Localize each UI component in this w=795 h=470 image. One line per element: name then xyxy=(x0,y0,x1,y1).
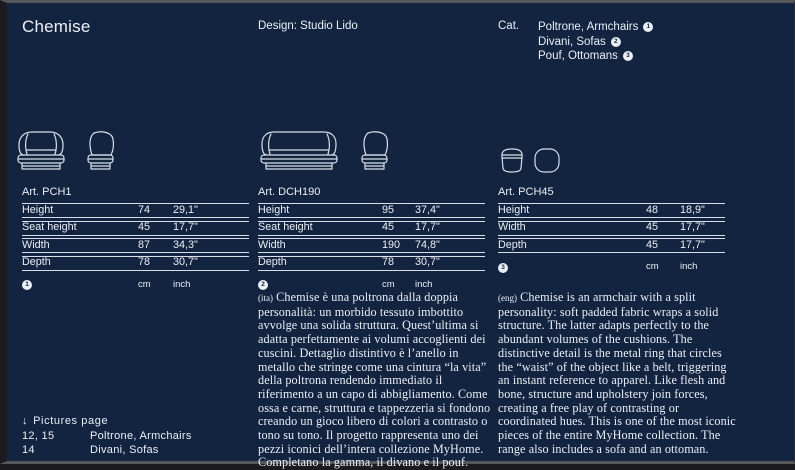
spec-footer xyxy=(258,273,485,290)
spec-row xyxy=(498,238,725,253)
unit-cm-label: cm xyxy=(138,279,173,290)
down-arrow-icon: ↓ xyxy=(22,414,28,429)
spec-inch-value: 17,7" xyxy=(415,222,485,234)
category-list xyxy=(538,20,653,64)
article-code: Art. DCH190 xyxy=(258,186,485,198)
description-italian xyxy=(258,291,498,470)
category-item xyxy=(538,35,653,50)
spec-label: Depth xyxy=(22,257,138,269)
category-badge-3: 3 xyxy=(623,51,633,61)
category-item-label: Poltrone, Armchairs xyxy=(538,20,638,35)
spec-cm-value: 45 xyxy=(646,222,680,234)
spec-cm-value: 190 xyxy=(382,240,415,252)
spec-footer xyxy=(22,273,249,290)
category-badge-1: 1 xyxy=(643,22,653,32)
spec-inch-value: 34,3" xyxy=(173,240,249,252)
sofa-side-drawing xyxy=(355,128,395,176)
product-badge-3: 3 xyxy=(498,263,508,273)
pictures-index-row xyxy=(22,443,192,458)
pictures-page-numbers: 12, 15 xyxy=(22,429,90,444)
spec-row xyxy=(258,203,485,218)
spec-label: Height xyxy=(498,205,646,217)
language-tag-eng: (eng) xyxy=(498,293,517,303)
catalog-page xyxy=(7,3,794,461)
description-text: Chemise è una poltrona dalla doppia personalità: un morbido tessuto imbottito avvolge una solida struttura. Quest’ultima si adatta perfettamente ai volumi accoglienti dei cuscini. Dettaglio distintivo è l’anello in metallo che stringe come una cintura “la vita” della poltrona rendendo immediato il riferimento a un capo di abbigliamento. Come ossa e carne, struttura e tappezzeria si fondono creando un gioco libero di colori a contrasto o tono su tono. Il progetto rappresenta uno dei pezzi iconici dell’intera collezione MyHome. Completano la gamma, il divano e il pouf. xyxy=(258,290,490,469)
spec-cm-value: 78 xyxy=(138,257,173,269)
unit-cm-label: cm xyxy=(382,279,415,290)
unit-inch-label: inch xyxy=(173,279,249,290)
spec-cm-value: 74 xyxy=(138,205,173,217)
spec-label: Width xyxy=(498,222,646,234)
category-block xyxy=(498,20,653,64)
product-badge-1: 1 xyxy=(22,280,32,290)
product-badge-2: 2 xyxy=(258,280,268,290)
unit-inch-label: inch xyxy=(680,261,725,272)
spec-row xyxy=(258,221,485,236)
spec-cm-value: 78 xyxy=(382,257,415,269)
spec-row xyxy=(22,221,249,236)
category-badge-2: 2 xyxy=(611,37,621,47)
spec-cm-value: 45 xyxy=(138,222,173,234)
spec-inch-value: 18,9" xyxy=(680,205,725,217)
spec-label: Seat height xyxy=(22,222,138,234)
description-english xyxy=(498,291,738,456)
ottoman-front-drawing xyxy=(498,147,526,175)
ottoman-top-drawing xyxy=(533,147,561,175)
page-title: Chemise xyxy=(22,17,90,37)
pictures-page-title xyxy=(22,414,192,429)
category-item-label: Pouf, Ottomans xyxy=(538,49,618,64)
spec-footer xyxy=(498,256,725,273)
spec-row xyxy=(22,256,249,271)
spec-cm-value: 48 xyxy=(646,205,680,217)
sofa-front-drawing xyxy=(258,128,340,176)
spec-row xyxy=(258,256,485,271)
spec-inch-value: 17,7" xyxy=(173,222,249,234)
spec-row xyxy=(258,238,485,253)
armchair-side-drawing xyxy=(81,128,121,176)
pictures-page-index xyxy=(22,414,192,458)
spec-label: Height xyxy=(22,205,138,217)
spec-label: Depth xyxy=(258,257,382,269)
spec-cm-value: 45 xyxy=(382,222,415,234)
pictures-page-title-text: Pictures page xyxy=(33,414,108,429)
spec-row xyxy=(22,238,249,253)
pictures-index-row xyxy=(22,429,192,444)
category-item xyxy=(538,49,653,64)
spec-cm-value: 87 xyxy=(138,240,173,252)
language-tag-ita: (ita) xyxy=(258,293,273,303)
spec-table-pch1 xyxy=(22,186,249,290)
spec-label: Width xyxy=(22,240,138,252)
spec-row xyxy=(22,203,249,218)
article-code: Art. PCH45 xyxy=(498,186,725,198)
pictures-page-numbers: 14 xyxy=(22,443,90,458)
spec-inch-value: 17,7" xyxy=(680,222,725,234)
category-label: Cat. xyxy=(498,20,538,64)
spec-label: Depth xyxy=(498,240,646,252)
spec-table-pch45 xyxy=(498,186,725,273)
spec-label: Height xyxy=(258,205,382,217)
spec-inch-value: 37,4" xyxy=(415,205,485,217)
category-item xyxy=(538,20,653,35)
spec-row xyxy=(498,203,725,218)
spec-inch-value: 30,7" xyxy=(173,257,249,269)
pictures-category-label: Divani, Sofas xyxy=(90,443,192,458)
category-item-label: Divani, Sofas xyxy=(538,35,606,50)
spec-label: Width xyxy=(258,240,382,252)
spec-inch-value: 30,7" xyxy=(415,257,485,269)
spec-inch-value: 29,1" xyxy=(173,205,249,217)
description-text: Chemise is an armchair with a split personality: soft padded fabric wraps a solid structure. The latter adapts perfectly to the abundant volumes of the cushions. The distinctive detail is the metal ring that circles the “waist” of the object like a belt, triggering an instant reference to apparel. Like flesh and bone, structure and upholstery join forces, creating a free play of contrasting or coordinated hues. This is one of the most iconic pieces of the entire MyHome collection. The range also includes a sofa and an ottoman. xyxy=(498,290,736,456)
unit-inch-label: inch xyxy=(415,279,485,290)
spec-inch-value: 74,8" xyxy=(415,240,485,252)
spec-label: Seat height xyxy=(258,222,382,234)
article-code: Art. PCH1 xyxy=(22,186,249,198)
unit-cm-label: cm xyxy=(646,261,680,272)
pictures-category-label: Poltrone, Armchairs xyxy=(90,429,192,444)
spec-cm-value: 95 xyxy=(382,205,415,217)
spec-row xyxy=(498,221,725,236)
spec-table-dch190 xyxy=(258,186,485,290)
spec-cm-value: 45 xyxy=(646,240,680,252)
spec-inch-value: 17,7" xyxy=(680,240,725,252)
designer-credit: Design: Studio Lido xyxy=(258,20,358,32)
armchair-front-drawing xyxy=(15,128,67,176)
